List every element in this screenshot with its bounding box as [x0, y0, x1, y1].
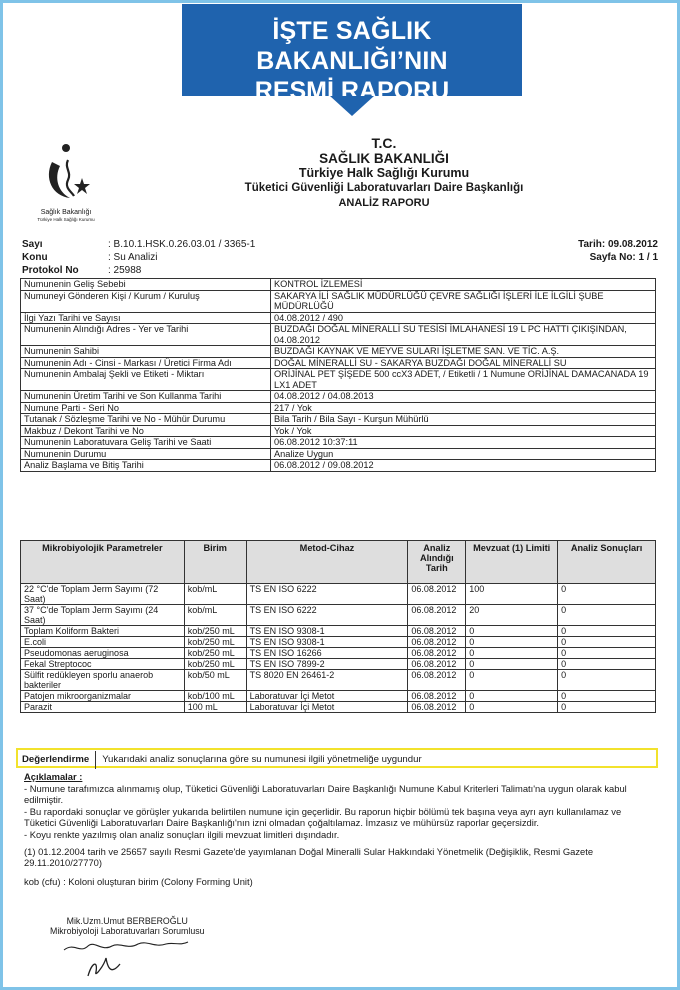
report-header — [164, 136, 604, 211]
lab-cell: TS EN ISO 9308-1 — [246, 637, 408, 648]
info-key: Numunenin Laboratuvara Geliş Tarihi ve Saati — [21, 437, 271, 449]
evaluation-text: Yukarıdaki analiz sonuçlarına göre su numunesi ilgili yönetmeliğe uygundur — [102, 754, 422, 765]
info-value: 04.08.2012 / 04.08.2013 — [271, 391, 656, 403]
evaluation-row — [16, 748, 658, 768]
lab-cell: Toplam Koliform Bakteri — [21, 626, 185, 637]
lab-cell: 06.08.2012 — [408, 648, 466, 659]
konu-value: : Su Analizi — [108, 252, 158, 263]
info-value: Bila Tarih / Bila Sayı - Kurşun Mühürlü — [271, 414, 656, 426]
lab-header-cell: Mikrobiyolojik Parametreler — [21, 541, 185, 584]
report-meta — [22, 238, 662, 277]
lab-header-cell: Analiz Sonuçları — [558, 541, 656, 584]
lab-cell: 0 — [466, 648, 558, 659]
lab-row — [21, 637, 656, 648]
lab-cell: 0 — [558, 637, 656, 648]
info-row — [21, 346, 656, 358]
logo-subcaption: Türkiye Halk Sağlığı Kurumu — [37, 217, 95, 222]
lab-cell: 0 — [466, 670, 558, 691]
lab-header-cell: Analiz Alındığı Tarih — [408, 541, 466, 584]
logo-caption: Sağlık Bakanlığı — [40, 209, 92, 216]
headline-banner — [182, 4, 522, 105]
lab-cell: Laboratuvar İçi Metot — [246, 702, 408, 713]
lab-cell: kob/250 mL — [184, 659, 246, 670]
lab-cell: 0 — [466, 659, 558, 670]
lab-cell: TS EN ISO 6222 — [246, 584, 408, 605]
info-value: BUZDAĞI KAYNAK VE MEYVE SULARI İŞLETME SAN. VE TİC. A.Ş. — [271, 346, 656, 358]
lab-row — [21, 584, 656, 605]
info-value: Analize Uygun — [271, 448, 656, 460]
lab-cell: 06.08.2012 — [408, 691, 466, 702]
lab-cell: 06.08.2012 — [408, 605, 466, 626]
info-row — [21, 448, 656, 460]
lab-cell: 0 — [558, 691, 656, 702]
lab-cell: 0 — [466, 637, 558, 648]
header-department: Tüketici Güvenliği Laboratuvarları Daire Başkanlığı — [244, 182, 524, 194]
info-value: Yok / Yok — [271, 425, 656, 437]
lab-header-cell: Metod-Cihaz — [246, 541, 408, 584]
lab-cell: TS EN ISO 6222 — [246, 605, 408, 626]
signer-name: Mik.Uzm.Umut BERBEROĞLU — [66, 916, 188, 926]
info-value: KONTROL İZLEMESİ — [271, 279, 656, 291]
header-ministry: SAĞLIK BAKANLIĞI — [319, 151, 449, 166]
info-value: ORİJİNAL PET ŞİŞEDE 500 ccX3 ADET, / Etiketli / 1 Numune ORİJİNAL DAMACANADA 19 LX1 ADET — [271, 369, 656, 391]
lab-cell: Pseudomonas aeruginosa — [21, 648, 185, 659]
info-key: Numuneyi Gönderen Kişi / Kurum / Kuruluş — [21, 290, 271, 312]
info-key: Numunenin Durumu — [21, 448, 271, 460]
lab-cell: kob/50 mL — [184, 670, 246, 691]
ministry-logo — [32, 138, 100, 228]
info-value: 217 / Yok — [271, 402, 656, 414]
info-row — [21, 460, 656, 472]
note-regulation: (1) 01.12.2004 tarih ve 25657 sayılı Resmi Gazete'de yayımlanan Doğal Mineralli Sular Hakkındaki Yönetmelik (Değişiklik, Resmi Gazete 29.11.2010/27770) — [24, 846, 594, 868]
lab-cell: Fekal Streptococ — [21, 659, 185, 670]
lab-cell: TS 8020 EN 26461-2 — [246, 670, 408, 691]
info-row — [21, 312, 656, 324]
lab-cell: Laboratuvar İçi Metot — [246, 691, 408, 702]
info-key: Makbuz / Dekont Tarihi ve No — [21, 425, 271, 437]
info-key: Analiz Başlama ve Bitiş Tarihi — [21, 460, 271, 472]
page-number: Sayfa No: 1 / 1 — [589, 252, 658, 263]
lab-cell: 22 °C'de Toplam Jerm Sayımı (72 Saat) — [21, 584, 185, 605]
lab-cell: 0 — [558, 702, 656, 713]
sample-info-table — [20, 278, 656, 472]
info-key: Numunenin Adı - Cinsi - Markası / Üretici Firma Adı — [21, 357, 271, 369]
crescent-star-emblem-icon — [38, 138, 94, 202]
lab-cell: kob/250 mL — [184, 637, 246, 648]
info-row — [21, 425, 656, 437]
lab-cell: 0 — [466, 691, 558, 702]
lab-cell: 06.08.2012 — [408, 670, 466, 691]
lab-cell: TS EN ISO 7899-2 — [246, 659, 408, 670]
lab-row — [21, 605, 656, 626]
lab-cell: 0 — [558, 626, 656, 637]
info-row — [21, 437, 656, 449]
lab-cell: 0 — [466, 702, 558, 713]
lab-header-cell: Birim — [184, 541, 246, 584]
info-key: Numunenin Üretim Tarihi ve Son Kullanma Tarihi — [21, 391, 271, 403]
lab-cell: 100 mL — [184, 702, 246, 713]
note-cfu: kob (cfu) : Koloni oluşturan birim (Colony Forming Unit) — [24, 876, 253, 887]
lab-cell: 20 — [466, 605, 558, 626]
banner-pointer — [330, 96, 374, 116]
info-row — [21, 324, 656, 346]
lab-cell: 0 — [558, 605, 656, 626]
lab-cell: TS EN ISO 9308-1 — [246, 626, 408, 637]
notes-section — [24, 771, 650, 888]
lab-row — [21, 659, 656, 670]
lab-cell: Sülfit redükleyen sporlu anaerob bakteriler — [21, 670, 185, 691]
header-tc: T.C. — [371, 135, 397, 151]
lab-cell: kob/100 mL — [184, 691, 246, 702]
lab-row — [21, 702, 656, 713]
lab-cell: 0 — [558, 584, 656, 605]
evaluation-label: Değerlendirme — [18, 751, 96, 769]
lab-cell: 06.08.2012 — [408, 659, 466, 670]
note-1: - Numune tarafımızca alınmamış olup, Tüketici Güvenliği Laboratuvarları Daire Başkanlığı Numune Kabul Kriterleri Talimatı'na uygun olarak kabul edilmiştir. — [24, 783, 627, 805]
info-value: 06.08.2012 10:37:11 — [271, 437, 656, 449]
report-date: Tarih: 09.08.2012 — [578, 239, 658, 250]
lab-header-cell: Mevzuat (1) Limiti — [466, 541, 558, 584]
info-key: Numunenin Sahibi — [21, 346, 271, 358]
info-value: SAKARYA İLİ SAĞLIK MÜDÜRLÜĞÜ ÇEVRE SAĞLIĞI İŞLERİ İLE İLGİLİ ŞUBE MÜDÜRLÜĞÜ — [271, 290, 656, 312]
lab-cell: kob/250 mL — [184, 648, 246, 659]
lab-cell: TS EN ISO 16266 — [246, 648, 408, 659]
lab-cell: kob/250 mL — [184, 626, 246, 637]
header-report-title: ANALİZ RAPORU — [338, 197, 430, 209]
lab-cell: 0 — [558, 648, 656, 659]
headline-line-2: RESMİ RAPORU — [254, 77, 450, 105]
lab-row — [21, 670, 656, 691]
info-key: Tutanak / Sözleşme Tarihi ve No - Mühür Durumu — [21, 414, 271, 426]
info-row — [21, 357, 656, 369]
info-row — [21, 369, 656, 391]
info-row — [21, 290, 656, 312]
lab-cell: 06.08.2012 — [408, 584, 466, 605]
lab-cell: 06.08.2012 — [408, 702, 466, 713]
lab-cell: 0 — [558, 670, 656, 691]
info-value: 04.08.2012 / 490 — [271, 312, 656, 324]
lab-cell: Parazit — [21, 702, 185, 713]
info-value: BUZDAĞI DOĞAL MİNERALLİ SU TESİSİ İMLAHANESİ 19 L PC HATTI ÇIKIŞINDAN, 04.08.2012 — [271, 324, 656, 346]
lab-cell: kob/mL — [184, 605, 246, 626]
signer-title: Mikrobiyoloji Laboratuvarları Sorumlusu — [50, 926, 205, 936]
lab-row — [21, 648, 656, 659]
lab-row — [21, 691, 656, 702]
headline-line-1: İŞTE SAĞLIK BAKANLIĞI’NIN — [256, 17, 448, 75]
info-key: Numune Parti - Seri No — [21, 402, 271, 414]
lab-cell: 37 °C'de Toplam Jerm Sayımı (24 Saat) — [21, 605, 185, 626]
info-key: Numunenin Alındığı Adres - Yer ve Tarihi — [21, 324, 271, 346]
note-3: - Koyu renkte yazılmış olan analiz sonuçları ilgili mevzuat limitleri dışındadır. — [24, 829, 340, 840]
note-2: - Bu rapordaki sonuçlar ve görüşler yukarıda belirtilen numune için geçerlidir. Bu raporun hiçbir bölümü tek başına veya ayrı ayrı kullanılamaz ve Tüketici Güvenliği Laboratuvarları Daire Başkanlığı'nın izni olmadan çoğaltılamaz. İmzasız ve mühürsüz raporlar geçersizdir. — [24, 806, 622, 828]
notes-title: Açıklamalar : — [24, 771, 83, 782]
lab-cell: kob/mL — [184, 584, 246, 605]
analysis-report-document — [14, 130, 666, 980]
info-value: 06.08.2012 / 09.08.2012 — [271, 460, 656, 472]
lab-cell: 0 — [558, 659, 656, 670]
lab-cell: 06.08.2012 — [408, 626, 466, 637]
lab-cell: Patojen mikroorganizmalar — [21, 691, 185, 702]
sayi-value: : B.10.1.HSK.0.26.03.01 / 3365-1 — [108, 239, 256, 250]
info-key: İlgi Yazı Tarihi ve Sayısı — [21, 312, 271, 324]
header-institution: Türkiye Halk Sağlığı Kurumu — [298, 166, 470, 180]
lab-cell: 06.08.2012 — [408, 637, 466, 648]
microbiology-results-table — [20, 540, 656, 713]
info-row — [21, 279, 656, 291]
info-value: DOĞAL MİNERALLİ SU - SAKARYA BUZDAĞI DOĞAL MİNERALLİ SU — [271, 357, 656, 369]
sayi-label: Sayı — [22, 239, 43, 250]
handwritten-signature — [54, 936, 204, 980]
info-key: Numunenin Ambalaj Şekli ve Etiketi - Miktarı — [21, 369, 271, 391]
info-row — [21, 391, 656, 403]
protokol-label: Protokol No — [22, 265, 79, 276]
info-key: Numunenin Geliş Sebebi — [21, 279, 271, 291]
protokol-value: : 25988 — [108, 265, 142, 276]
info-row — [21, 414, 656, 426]
signer-block — [50, 916, 205, 936]
lab-cell: E.coli — [21, 637, 185, 648]
lab-row — [21, 626, 656, 637]
lab-cell: 100 — [466, 584, 558, 605]
lab-cell: 0 — [466, 626, 558, 637]
konu-label: Konu — [22, 252, 48, 263]
info-row — [21, 402, 656, 414]
